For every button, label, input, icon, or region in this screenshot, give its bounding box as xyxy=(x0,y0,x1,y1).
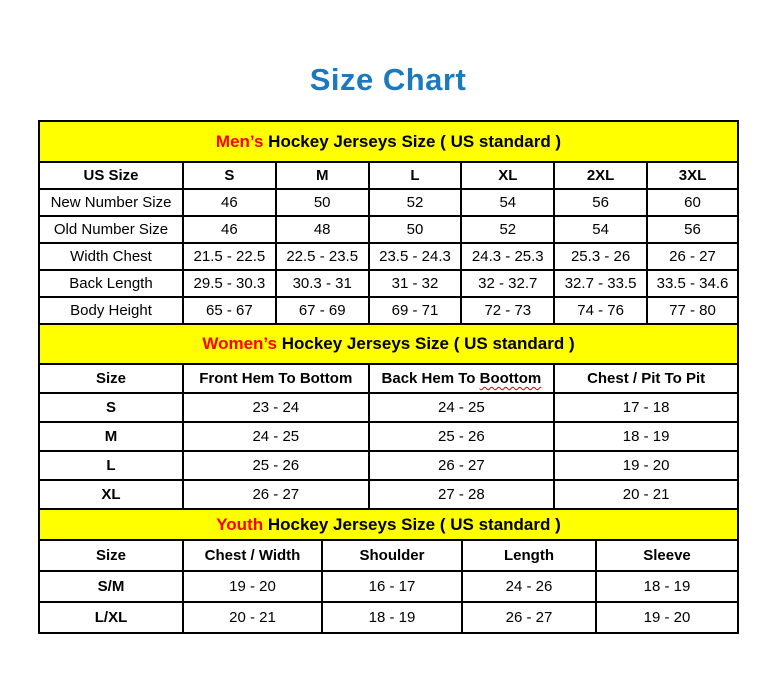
size-cell: 54 xyxy=(554,216,647,243)
column-header: Shoulder xyxy=(322,540,462,571)
row-label: Back Length xyxy=(39,270,183,297)
size-cell: 46 xyxy=(183,216,276,243)
size-cell: 32.7 - 33.5 xyxy=(554,270,647,297)
page-title: Size Chart xyxy=(309,62,467,97)
size-cell: 27 - 28 xyxy=(369,480,555,509)
column-header: Chest / Pit To Pit xyxy=(554,364,738,393)
womens-column-header-row xyxy=(39,364,738,393)
size-cell: 56 xyxy=(554,189,647,216)
size-cell: 23 - 24 xyxy=(183,393,369,422)
table-row xyxy=(39,189,738,216)
size-cell: 25 - 26 xyxy=(369,422,555,451)
size-cell: 26 - 27 xyxy=(369,451,555,480)
size-cell: 24 - 25 xyxy=(369,393,555,422)
column-header: Size xyxy=(39,540,183,571)
column-header-with-typo xyxy=(369,364,555,393)
column-header: Chest / Width xyxy=(183,540,322,571)
youth-accent-word: Youth xyxy=(216,514,264,534)
size-cell: 65 - 67 xyxy=(183,297,276,324)
mens-accent-word: Men’s xyxy=(215,131,264,151)
size-cell: 32 - 32.7 xyxy=(461,270,554,297)
row-label: M xyxy=(39,422,183,451)
column-header: US Size xyxy=(39,162,183,189)
womens-section-header xyxy=(39,324,738,364)
table-row xyxy=(39,243,738,270)
mens-header-rest: Hockey Jerseys Size ( US standard ) xyxy=(263,131,562,151)
size-cell: 48 xyxy=(276,216,369,243)
size-cell: 26 - 27 xyxy=(462,602,596,633)
size-cell: 74 - 76 xyxy=(554,297,647,324)
table-row xyxy=(39,602,738,633)
youth-section-header xyxy=(39,509,738,540)
column-header: Size xyxy=(39,364,183,393)
size-cell: 24.3 - 25.3 xyxy=(461,243,554,270)
size-cell: 29.5 - 30.3 xyxy=(183,270,276,297)
size-cell: 22.5 - 23.5 xyxy=(276,243,369,270)
size-cell: 17 - 18 xyxy=(554,393,738,422)
table-row xyxy=(39,393,738,422)
row-label: New Number Size xyxy=(39,189,183,216)
column-header: 3XL xyxy=(647,162,738,189)
size-cell: 52 xyxy=(461,216,554,243)
back-hem-typo-squiggle: Boottom xyxy=(479,370,542,387)
size-cell: 67 - 69 xyxy=(276,297,369,324)
table-row xyxy=(39,422,738,451)
size-cell: 21.5 - 22.5 xyxy=(183,243,276,270)
row-label: S xyxy=(39,393,183,422)
size-cell: 18 - 19 xyxy=(322,602,462,633)
column-header: L xyxy=(369,162,462,189)
table-row xyxy=(39,297,738,324)
row-label: XL xyxy=(39,480,183,509)
mens-section-header-row xyxy=(39,121,738,162)
table-row xyxy=(39,571,738,602)
size-cell: 26 - 27 xyxy=(183,480,369,509)
row-label: L xyxy=(39,451,183,480)
size-cell: 50 xyxy=(369,216,462,243)
size-cell: 19 - 20 xyxy=(554,451,738,480)
size-cell: 24 - 25 xyxy=(183,422,369,451)
womens-accent-word: Women’s xyxy=(202,334,277,353)
row-label: Old Number Size xyxy=(39,216,183,243)
size-cell: 30.3 - 31 xyxy=(276,270,369,297)
youth-header-rest: Hockey Jerseys Size ( US standard ) xyxy=(263,514,561,534)
column-header: Sleeve xyxy=(596,540,738,571)
size-chart-tables xyxy=(38,120,739,634)
size-cell: 25.3 - 26 xyxy=(554,243,647,270)
mens-column-header-row xyxy=(39,162,738,189)
youth-section-header-row xyxy=(39,509,738,540)
size-cell: 50 xyxy=(276,189,369,216)
column-header: 2XL xyxy=(554,162,647,189)
row-label: Body Height xyxy=(39,297,183,324)
column-header: M xyxy=(276,162,369,189)
size-cell: 18 - 19 xyxy=(554,422,738,451)
womens-section-header-row xyxy=(39,324,738,364)
size-cell: 25 - 26 xyxy=(183,451,369,480)
size-cell: 54 xyxy=(461,189,554,216)
mens-section-header xyxy=(39,121,738,162)
womens-header-rest: Hockey Jerseys Size ( US standard ) xyxy=(276,334,575,353)
size-cell: 33.5 - 34.6 xyxy=(647,270,738,297)
size-cell: 31 - 32 xyxy=(369,270,462,297)
table-row xyxy=(39,451,738,480)
table-row xyxy=(39,270,738,297)
size-cell: 46 xyxy=(183,189,276,216)
column-header: Front Hem To Bottom xyxy=(183,364,369,393)
youth-column-header-row xyxy=(39,540,738,571)
column-header: XL xyxy=(461,162,554,189)
size-cell: 69 - 71 xyxy=(369,297,462,324)
table-row xyxy=(39,216,738,243)
size-cell: 56 xyxy=(647,216,738,243)
size-cell: 20 - 21 xyxy=(183,602,322,633)
womens-size-table xyxy=(38,323,739,510)
back-hem-prefix: Back Hem To xyxy=(381,370,480,387)
size-cell: 77 - 80 xyxy=(647,297,738,324)
row-label: L/XL xyxy=(39,602,183,633)
size-cell: 18 - 19 xyxy=(596,571,738,602)
size-cell: 20 - 21 xyxy=(554,480,738,509)
size-cell: 23.5 - 24.3 xyxy=(369,243,462,270)
size-cell: 72 - 73 xyxy=(461,297,554,324)
youth-size-table xyxy=(38,508,739,634)
mens-size-table xyxy=(38,120,739,325)
size-cell: 52 xyxy=(369,189,462,216)
column-header: S xyxy=(183,162,276,189)
column-header: Length xyxy=(462,540,596,571)
size-cell: 19 - 20 xyxy=(183,571,322,602)
row-label: Width Chest xyxy=(39,243,183,270)
row-label: S/M xyxy=(39,571,183,602)
size-cell: 26 - 27 xyxy=(647,243,738,270)
size-cell: 24 - 26 xyxy=(462,571,596,602)
size-cell: 60 xyxy=(647,189,738,216)
size-cell: 19 - 20 xyxy=(596,602,738,633)
size-cell: 16 - 17 xyxy=(322,571,462,602)
table-row xyxy=(39,480,738,509)
